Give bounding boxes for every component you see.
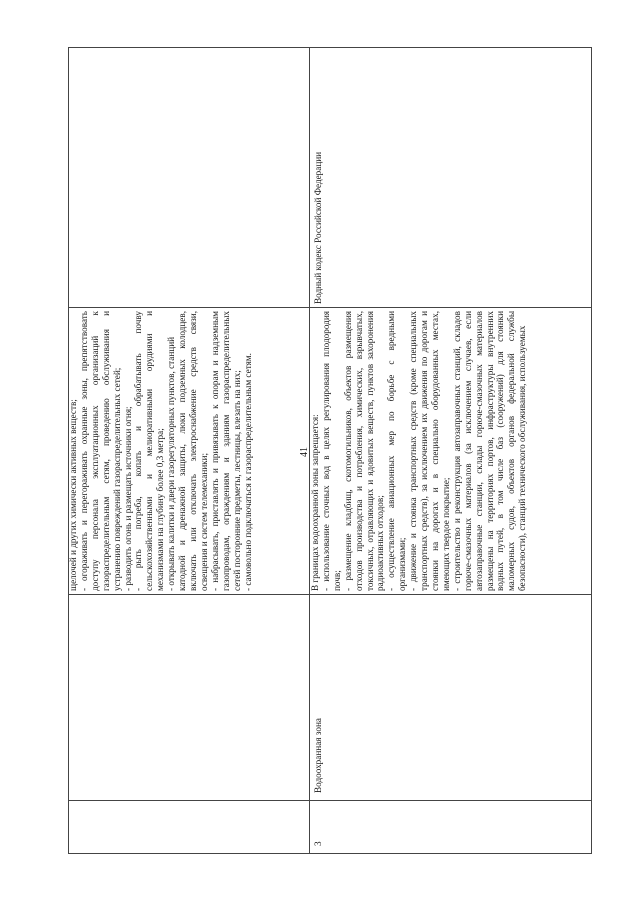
table-right-edge (591, 48, 592, 854)
column-divider (69, 307, 592, 308)
zone-restrictions-text: В границах водоохранной зоны запрещается: - использование сточных вод в целях регулирования плодородия почв; - размещение кладбищ, скотомогильников, объектов размещения отходов производства и потребления, химических, взрывчатых, токсичных, отравляющих и ядовитых веществ, пунктов захоронения радиоактивных отходов; - осуществление авиационных мер по борьбе с вредными организмами; - движение и стоянка транспортных средств (кроме специальных транспортных средств), за исключением их движения по дорогам и стоянки на дорогах и в специально оборудованных местах, имеющих твердое покрытие; - строительство и реконструкция автозаправочных станций, складов горюче-смазочных материалов (за исключением случаев, если автозаправочные станции, склады горюче-смазочных материалов размещены на территориях портов, инфраструктуры внутренних водных путей, в том числе баз (сооружений) для стоянки маломерных судов, объектов органов федеральной службы безопасности), станций технического обслуживания, используемых (310, 311, 528, 591)
row-continuation-text: щелочей и других химически активных веществ; - огораживать и перегораживать охранные зоны, препятствовать доступу персонала эксплуатационных организаций к газораспределительным сетям, проведению обслуживания и устранению повреждений газораспределительных сетей; - разводить огонь и размещать источники огня; - рыть погреба, копать и обрабатывать почву сельскохозяйственными и мелиоративными орудиями и механизмами на глубину более 0,3 метра; - открывать калитки и двери газорегуляторных пунктов, станций катодной и дренажной защиты, люки подземных колодцев, включать или отключать электроснабжение средств связи, освещения и систем телемеханики; - набрасывать, приставлять и привязывать к опорам и надземным газопроводам, ограждениям и зданиям газораспределительных сетей посторонние предметы, лестницы, влезать на них; - самовольно подключаться к газораспределительным сетям. (68, 311, 253, 591)
page-number: 41 (299, 447, 310, 457)
column-divider (69, 800, 592, 801)
zone-name: Водоохранная зона (313, 718, 323, 793)
document-table (68, 47, 592, 854)
column-divider (69, 594, 592, 595)
row-number: 3 (313, 841, 323, 846)
legal-source: Водный кодекс Российской Федерации (313, 151, 323, 304)
table-bottom-edge (69, 853, 592, 854)
